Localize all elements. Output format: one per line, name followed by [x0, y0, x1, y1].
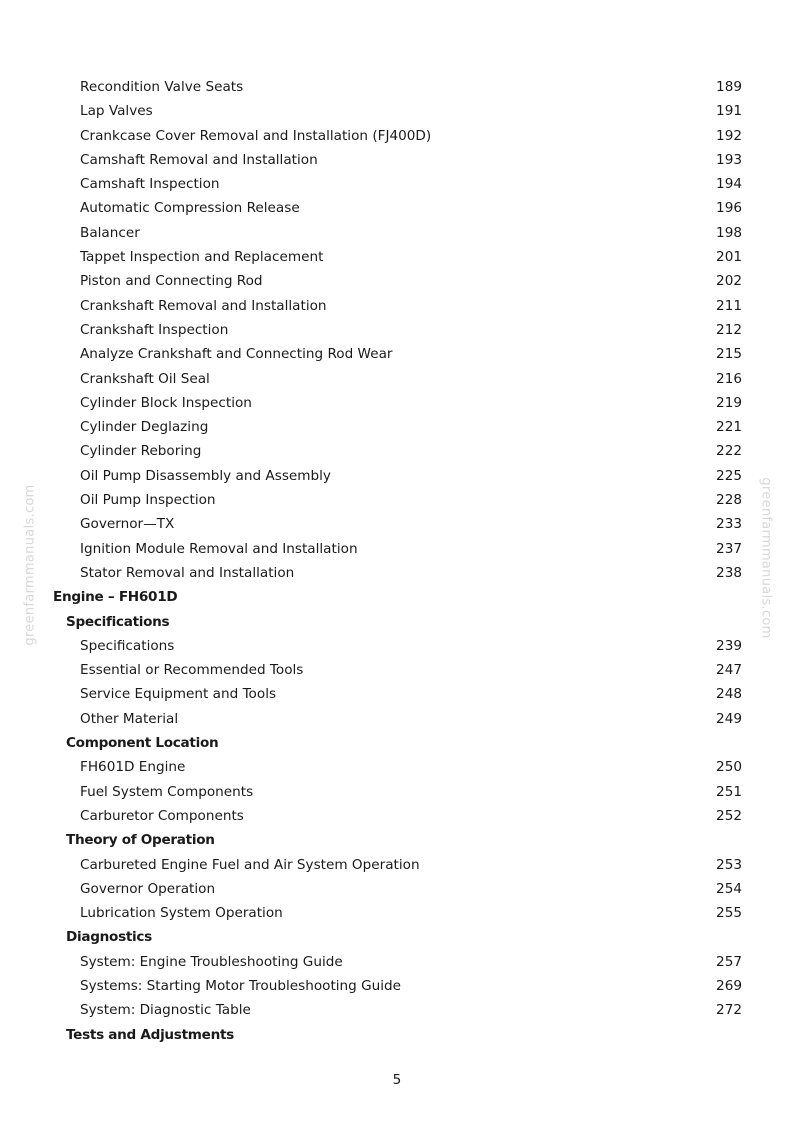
- toc-entry-title: Component Location: [66, 735, 219, 752]
- toc-entry-title: Recondition Valve Seats: [80, 79, 244, 95]
- toc-entry[interactable]: [0, 148, 794, 172]
- toc-entry-page-number: 194: [716, 176, 742, 193]
- toc-entry-title: Service Equipment and Tools: [80, 686, 277, 703]
- toc-entry[interactable]: [0, 172, 794, 196]
- toc-entry-title: Camshaft Inspection: [80, 176, 220, 193]
- toc-entry-title: Systems: Starting Motor Troubleshooting Guide: [80, 977, 402, 994]
- toc-entry-page-number: 250: [716, 759, 742, 776]
- toc-entry-page-number: 272: [716, 1002, 742, 1019]
- toc-entry-title: Governor Operation: [80, 880, 216, 897]
- toc-entry[interactable]: [0, 512, 794, 536]
- toc-entry[interactable]: [0, 294, 794, 318]
- toc-entry-page-number: 219: [716, 394, 742, 411]
- toc-entry-title: Cylinder Reboring: [80, 443, 202, 460]
- toc-entry[interactable]: [0, 245, 794, 269]
- toc-entry[interactable]: [0, 974, 794, 998]
- watermark-left: greenfarmmanuals.com: [22, 484, 38, 646]
- toc-entry-page-number: 196: [716, 200, 742, 217]
- toc-entry[interactable]: [0, 901, 794, 925]
- toc-entry-page-number: 221: [716, 419, 742, 436]
- toc-entry[interactable]: [0, 658, 794, 682]
- toc-entry-title: Specifications: [66, 613, 170, 630]
- toc-entry-title: Lap Valves: [80, 103, 153, 120]
- toc-entry-page-number: 212: [716, 321, 742, 338]
- toc-entry-title: Ignition Module Removal and Installation: [80, 540, 358, 557]
- toc-entry[interactable]: [0, 439, 794, 463]
- toc-entry-title: Crankcase Cover Removal and Installation (FJ400D): [80, 127, 432, 144]
- toc-entry-title: Analyze Crankshaft and Connecting Rod Wear: [80, 346, 393, 363]
- toc-entry-page-number: 254: [716, 880, 742, 897]
- toc-entry-title: Carbureted Engine Fuel and Air System Operation: [80, 856, 420, 873]
- toc-entry-page-number: 211: [716, 297, 742, 314]
- toc-entry-page-number: 216: [716, 370, 742, 387]
- toc-entry-page-number: 191: [716, 103, 742, 120]
- toc-entry-page-number: 228: [716, 492, 742, 509]
- toc-entry[interactable]: [0, 707, 794, 731]
- toc-entry[interactable]: [0, 464, 794, 488]
- toc-entry-page-number: 239: [716, 637, 742, 654]
- toc-entry[interactable]: [0, 221, 794, 245]
- toc-entry[interactable]: [0, 755, 794, 779]
- toc-chapter-heading[interactable]: [0, 585, 794, 609]
- toc-entry-page-number: 233: [716, 516, 742, 533]
- toc-entry[interactable]: [0, 877, 794, 901]
- toc-section-heading[interactable]: [0, 828, 794, 852]
- toc-entry[interactable]: [0, 998, 794, 1022]
- toc-entry-title: Balancer: [80, 224, 140, 241]
- toc-entry-page-number: 193: [716, 151, 742, 168]
- toc-entry-title: System: Engine Troubleshooting Guide: [80, 953, 343, 970]
- toc-entry-page-number: 257: [716, 953, 742, 970]
- toc-entry-page-number: 249: [716, 710, 742, 727]
- toc-entry-title: Fuel System Components: [80, 783, 254, 800]
- toc-entry-page-number: 238: [716, 564, 742, 581]
- toc-entry-page-number: 192: [716, 127, 742, 144]
- toc-entry-title: Crankshaft Inspection: [80, 321, 229, 338]
- toc-entry-page-number: 247: [716, 662, 742, 679]
- toc-entry-page-number: 253: [716, 856, 742, 873]
- toc-entry-page-number: 248: [716, 686, 742, 703]
- toc-entry-page-number: 255: [716, 905, 742, 922]
- toc-entry-title: System: Diagnostic Table: [80, 1002, 251, 1019]
- toc-entry-title: Automatic Compression Release: [80, 200, 300, 217]
- toc-entry-title: Cylinder Block Inspection: [80, 394, 252, 411]
- toc-entry-page-number: 252: [716, 807, 742, 824]
- toc-entry-title: Other Material: [80, 710, 179, 727]
- toc-section-heading[interactable]: [0, 731, 794, 755]
- toc-entry[interactable]: [0, 561, 794, 585]
- toc-entry[interactable]: [0, 75, 794, 99]
- toc-entry[interactable]: [0, 318, 794, 342]
- toc-entry-title: Cylinder Deglazing: [80, 419, 209, 436]
- toc-entry[interactable]: [0, 342, 794, 366]
- toc-entry[interactable]: [0, 488, 794, 512]
- toc-section-heading[interactable]: [0, 610, 794, 634]
- toc-entry[interactable]: [0, 537, 794, 561]
- toc-entry[interactable]: [0, 269, 794, 293]
- toc-entry[interactable]: [0, 124, 794, 148]
- toc-entry[interactable]: [0, 99, 794, 123]
- toc-entry[interactable]: [0, 367, 794, 391]
- toc-entry-title: Crankshaft Removal and Installation: [80, 297, 327, 314]
- toc-entry-page-number: 269: [716, 977, 742, 994]
- toc-entry[interactable]: [0, 634, 794, 658]
- toc-entry-page-number: 251: [716, 783, 742, 800]
- toc-entry-title: Essential or Recommended Tools: [80, 662, 304, 679]
- toc-entry-title: Tappet Inspection and Replacement: [80, 249, 324, 266]
- toc-entry-title: Crankshaft Oil Seal: [80, 370, 210, 387]
- toc-entry[interactable]: [0, 415, 794, 439]
- toc-entry-title: Camshaft Removal and Installation: [80, 151, 318, 168]
- toc-entry[interactable]: [0, 391, 794, 415]
- toc-entry-page-number: 198: [716, 224, 742, 241]
- toc-entry[interactable]: [0, 196, 794, 220]
- toc-entry-page-number: 222: [716, 443, 742, 460]
- toc-entry-title: Lubrication System Operation: [80, 905, 283, 922]
- toc-section-heading[interactable]: [0, 925, 794, 949]
- toc-entry-title: Oil Pump Inspection: [80, 492, 216, 509]
- table-of-contents: [0, 75, 794, 1047]
- toc-entry-title: Governor—TX: [80, 516, 175, 533]
- toc-entry-page-number: 202: [716, 273, 742, 290]
- toc-entry[interactable]: [0, 780, 794, 804]
- page-number: 5: [392, 1072, 402, 1088]
- toc-entry-title: Oil Pump Disassembly and Assembly: [80, 467, 331, 484]
- toc-entry[interactable]: [0, 853, 794, 877]
- toc-entry-title: Piston and Connecting Rod: [80, 273, 263, 290]
- toc-entry-title: Diagnostics: [66, 929, 152, 946]
- toc-entry-page-number: 189: [716, 79, 742, 95]
- toc-entry[interactable]: [0, 804, 794, 828]
- toc-entry-title: Specifications: [80, 637, 175, 654]
- toc-section-heading[interactable]: [0, 1023, 794, 1047]
- toc-entry-title: Engine – FH601D: [53, 589, 178, 606]
- toc-entry-title: Theory of Operation: [66, 832, 215, 849]
- toc-entry[interactable]: [0, 950, 794, 974]
- toc-entry-title: Carburetor Components: [80, 807, 244, 824]
- watermark-right: greenfarmmanuals.com: [758, 477, 774, 639]
- toc-entry-page-number: 237: [716, 540, 742, 557]
- toc-entry-page-number: 225: [716, 467, 742, 484]
- toc-entry-title: Stator Removal and Installation: [80, 564, 295, 581]
- toc-entry-page-number: 215: [716, 346, 742, 363]
- toc-entry-page-number: 201: [716, 249, 742, 266]
- toc-entry[interactable]: [0, 682, 794, 706]
- toc-entry-title: FH601D Engine: [80, 759, 186, 776]
- toc-entry-title: Tests and Adjustments: [66, 1026, 234, 1043]
